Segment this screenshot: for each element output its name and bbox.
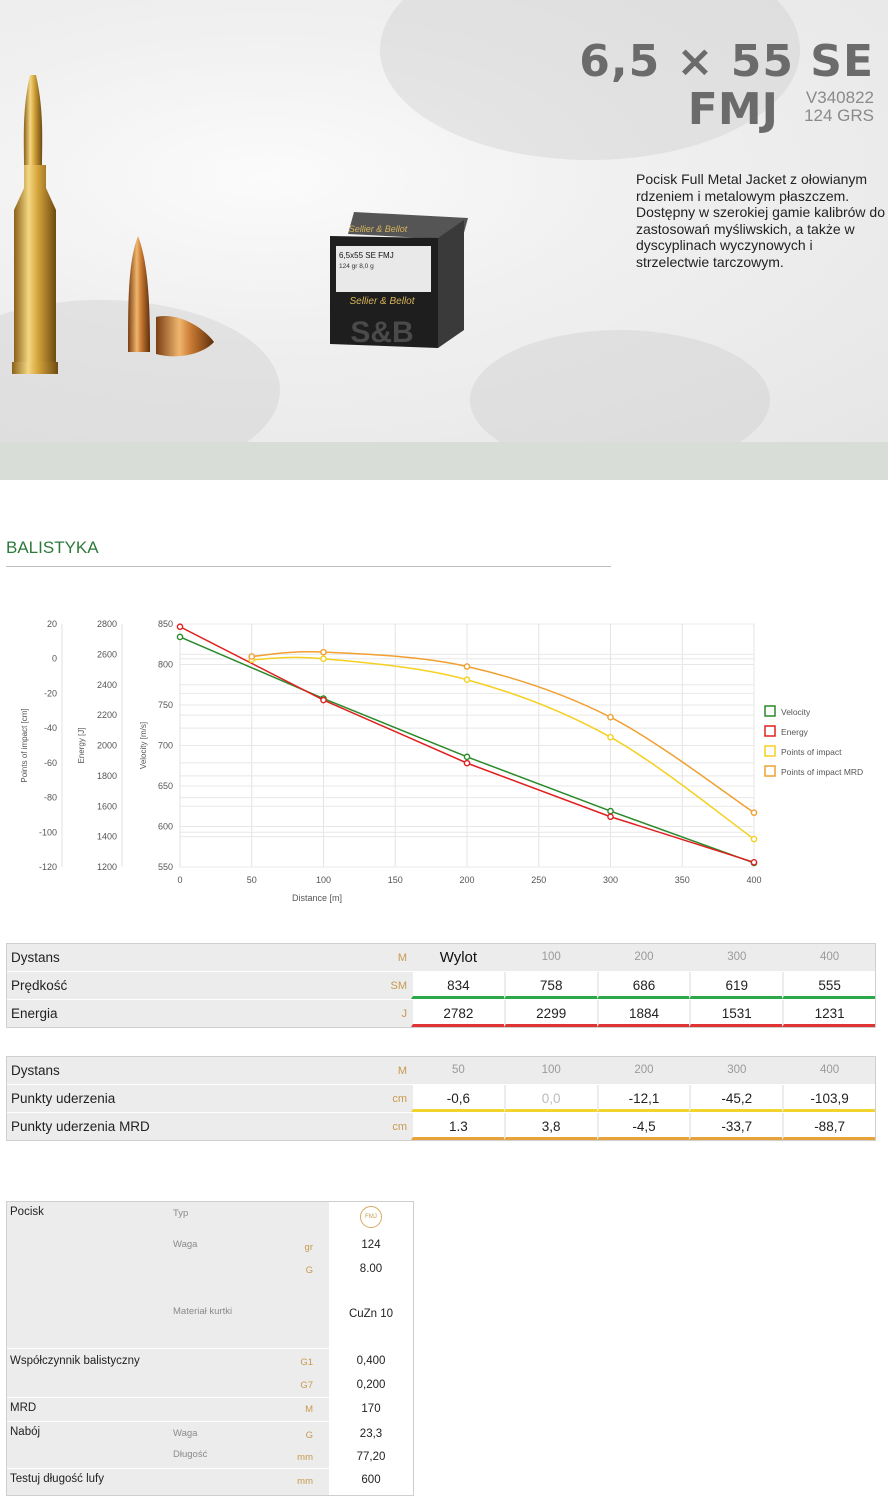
spec-row-naboj xyxy=(7,1422,413,1469)
table-row xyxy=(7,1000,875,1027)
table-cell: Wylot xyxy=(411,944,504,971)
spec-value: 77,20 xyxy=(329,1451,413,1463)
table-cell: -4,5 xyxy=(597,1113,690,1140)
legend-swatch xyxy=(765,766,775,776)
table-header-row xyxy=(7,944,875,972)
spec-row-mrd xyxy=(7,1398,413,1422)
box-brand-front: Sellier & Bellot xyxy=(349,296,415,307)
legend-swatch xyxy=(765,706,775,716)
spec-value: 23,3 xyxy=(329,1428,413,1440)
table-cell: 100 xyxy=(504,944,597,971)
legend-label: Points of impact xyxy=(781,747,842,757)
y-tick-label: 600 xyxy=(157,821,173,832)
y-axis-label: Energy [J] xyxy=(77,727,86,764)
y-tick-label: 750 xyxy=(157,700,173,710)
y-tick-label: -40 xyxy=(43,723,57,734)
y-tick-label: 1800 xyxy=(96,770,117,781)
row-label: Energia xyxy=(11,1006,58,1021)
y-tick-label: -100 xyxy=(38,827,57,838)
spec-row-pocisk xyxy=(7,1202,413,1349)
product-weight: 124 GRS xyxy=(804,106,874,125)
table-row xyxy=(7,1113,875,1140)
table-cell: 686 xyxy=(597,972,690,999)
spec-value: 8.00 xyxy=(329,1263,413,1275)
row-label: Dystans xyxy=(11,1063,60,1078)
table-cell: 1.3 xyxy=(411,1113,504,1140)
y-tick-label: 1600 xyxy=(96,801,117,812)
table-cell: 100 xyxy=(504,1057,597,1084)
table-cell: -45,2 xyxy=(689,1085,782,1112)
spec-label: Nabój xyxy=(10,1426,41,1438)
row-label: Prędkość xyxy=(11,978,68,993)
y-tick-label: 2400 xyxy=(96,679,117,690)
table-cell: 758 xyxy=(504,972,597,999)
table-cell: 400 xyxy=(782,1057,875,1084)
product-description: Pocisk Full Metal Jacket z ołowianym rdzeniem i metalowym płaszczem. Dostępny w szerokiej gamie kalibrów do zastosowań myśliwskich, a także w dyscyplinach wyczynowych i strzelectwie tarczowym. xyxy=(636,171,885,270)
legend-label: Energy xyxy=(781,727,808,737)
table-cell: 0,0 xyxy=(504,1085,597,1112)
table-cell: 1531 xyxy=(689,1000,782,1027)
spec-unit: G xyxy=(305,1430,313,1441)
ammo-box-image xyxy=(326,212,468,352)
data-point xyxy=(751,836,756,841)
x-tick-label: 100 xyxy=(315,875,332,885)
row-unit: cm xyxy=(392,1092,407,1105)
spec-sublabel: Typ xyxy=(173,1208,189,1219)
table-cell: 555 xyxy=(782,972,875,999)
row-unit: J xyxy=(401,1007,407,1020)
spec-unit: G xyxy=(305,1265,313,1276)
x-axis-label: Distance [m] xyxy=(291,893,343,903)
bullet-image xyxy=(118,232,218,360)
y-tick-label: 0 xyxy=(51,653,57,664)
impact-table xyxy=(6,1056,876,1141)
spec-unit: G1 xyxy=(300,1357,313,1368)
x-tick-label: 350 xyxy=(674,875,690,885)
data-point xyxy=(177,624,182,629)
specification-table xyxy=(6,1201,414,1496)
spec-sublabel: Materiał kurtki xyxy=(173,1306,233,1317)
table-row xyxy=(7,1085,875,1113)
data-point xyxy=(608,809,613,814)
data-point xyxy=(608,814,613,819)
box-label-caliber: 6,5x55 SE FMJ xyxy=(339,251,394,260)
y-tick-label: 850 xyxy=(157,619,173,629)
y-tick-label: 2000 xyxy=(96,740,117,751)
x-tick-label: 300 xyxy=(602,875,619,885)
data-point xyxy=(751,860,756,865)
hero-banner xyxy=(0,0,888,442)
spec-row-lufa xyxy=(7,1469,413,1495)
product-code-block xyxy=(804,89,874,125)
data-point xyxy=(464,754,469,759)
row-label: Dystans xyxy=(11,950,60,965)
spec-row-bc xyxy=(7,1349,413,1398)
table-cell: -0,6 xyxy=(411,1085,504,1112)
table-cell: 3,8 xyxy=(504,1113,597,1140)
row-label: Punkty uderzenia xyxy=(11,1091,116,1106)
table-cell: 2782 xyxy=(411,1000,504,1027)
legend-label: Velocity xyxy=(781,707,811,717)
table-cell: 50 xyxy=(411,1057,504,1084)
spec-label: Współczynnik balistyczny xyxy=(10,1355,140,1367)
y-tick-label: 1200 xyxy=(96,862,117,872)
y-tick-label: 2800 xyxy=(96,619,117,629)
divider-band xyxy=(0,442,888,480)
spec-value: 600 xyxy=(329,1474,413,1486)
data-point xyxy=(464,664,469,669)
y-tick-label: 2600 xyxy=(96,649,117,660)
table-cell: -12,1 xyxy=(597,1085,690,1112)
background-splash xyxy=(470,330,770,442)
table-cell: 200 xyxy=(597,944,690,971)
section-title: BALISTYKA xyxy=(6,538,99,557)
table-row xyxy=(7,972,875,1000)
row-unit: cm xyxy=(392,1120,407,1133)
spec-unit: mm xyxy=(297,1476,313,1487)
y-tick-label: 800 xyxy=(157,659,173,670)
table-cell: 1231 xyxy=(782,1000,875,1027)
box-brand-top: Sellier & Bellot xyxy=(348,224,408,234)
data-point xyxy=(608,715,613,720)
product-title: 6,5 × 55 SE xyxy=(579,36,874,87)
spec-unit: mm xyxy=(297,1452,313,1463)
table-cell: 400 xyxy=(782,944,875,971)
legend-label: Points of impact MRD xyxy=(781,767,864,777)
ballistics-chart xyxy=(0,600,888,910)
product-subtitle: FMJ xyxy=(687,84,778,135)
row-unit: M xyxy=(397,951,407,964)
table-cell: -103,9 xyxy=(782,1085,875,1112)
table-cell: 300 xyxy=(689,1057,782,1084)
x-tick-label: 0 xyxy=(177,875,183,885)
spec-value: 124 xyxy=(329,1239,413,1251)
row-unit: M xyxy=(397,1064,407,1077)
velocity-energy-table xyxy=(6,943,876,1028)
section-divider xyxy=(6,566,611,567)
table-cell: -33,7 xyxy=(689,1113,782,1140)
data-point xyxy=(249,654,254,659)
y-axis-label: Points of impact [cm] xyxy=(20,708,29,783)
spec-unit: gr xyxy=(304,1242,313,1253)
spec-label: Testuj długość lufy xyxy=(10,1473,104,1485)
row-unit: SM xyxy=(390,979,407,992)
data-point xyxy=(321,656,326,661)
spec-unit: G7 xyxy=(300,1380,313,1391)
spec-label: Pocisk xyxy=(10,1206,44,1218)
cartridge-image xyxy=(8,70,68,380)
table-cell: 2299 xyxy=(504,1000,597,1027)
box-label-weight: 124 gr 8,0 g xyxy=(339,263,374,270)
legend-swatch xyxy=(765,746,775,756)
spec-value xyxy=(329,1206,413,1230)
x-tick-label: 250 xyxy=(531,875,547,885)
spec-sublabel: Długość xyxy=(173,1449,208,1460)
table-cell: 300 xyxy=(689,944,782,971)
x-tick-label: 400 xyxy=(746,875,762,885)
data-point xyxy=(751,810,756,815)
spec-sublabel: Waga xyxy=(173,1428,198,1439)
table-header-row xyxy=(7,1057,875,1085)
data-point xyxy=(608,735,613,740)
spec-sublabel: Waga xyxy=(173,1239,198,1250)
y-tick-label: 1400 xyxy=(96,831,117,842)
x-tick-label: 50 xyxy=(246,875,257,885)
x-tick-label: 200 xyxy=(459,875,475,885)
data-point xyxy=(321,697,326,702)
y-axis-label: Velocity [m/s] xyxy=(139,721,148,770)
y-tick-label: 2200 xyxy=(96,710,117,721)
data-point xyxy=(464,677,469,682)
spec-unit: M xyxy=(305,1404,313,1415)
y-tick-label: 650 xyxy=(157,781,173,791)
spec-value: 0,200 xyxy=(329,1379,413,1391)
data-point xyxy=(177,634,182,639)
table-cell: 619 xyxy=(689,972,782,999)
table-cell: 200 xyxy=(597,1057,690,1084)
box-logo-letters: S&B xyxy=(350,316,414,349)
table-cell: 1884 xyxy=(597,1000,690,1027)
y-tick-label: -80 xyxy=(43,792,57,803)
row-label: Punkty uderzenia MRD xyxy=(11,1119,150,1134)
fmj-badge-icon: FMJ xyxy=(360,1206,382,1228)
y-tick-label: 20 xyxy=(46,619,57,629)
spec-value: 0,400 xyxy=(329,1355,413,1367)
product-code: V340822 xyxy=(805,88,874,107)
y-tick-label: -20 xyxy=(43,688,57,699)
y-tick-label: -60 xyxy=(43,757,57,768)
legend-swatch xyxy=(765,726,775,736)
y-tick-label: 550 xyxy=(157,862,173,872)
data-point xyxy=(464,761,469,766)
table-cell: 834 xyxy=(411,972,504,999)
y-tick-label: -120 xyxy=(38,862,57,872)
table-cell: -88,7 xyxy=(782,1113,875,1140)
data-point xyxy=(321,650,326,655)
spec-value: 170 xyxy=(329,1403,413,1415)
y-tick-label: 700 xyxy=(157,740,173,751)
x-tick-label: 150 xyxy=(387,875,403,885)
spec-value: CuZn 10 xyxy=(329,1308,413,1320)
spec-label: MRD xyxy=(10,1402,37,1414)
